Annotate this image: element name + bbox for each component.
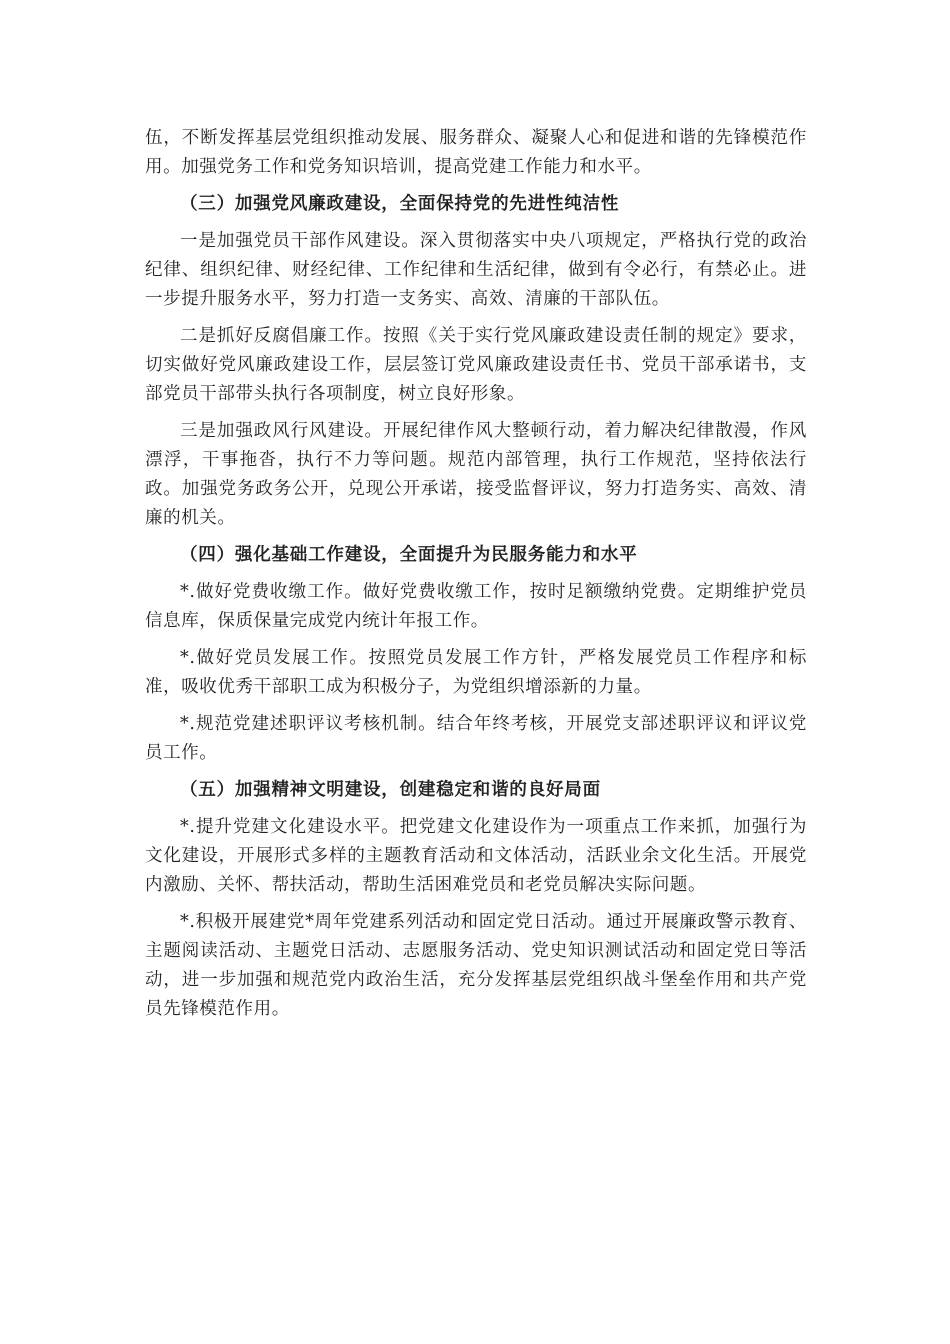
paragraph: *.积极开展建党*周年党建系列活动和固定党日活动。通过开展廉政警示教育、主题阅读活动、主题党日活动、志愿服务活动、党史知识测试活动和固定党日等活动，进一步加强和规范党内政治生活，充分发挥基层党组织战斗堡垒作用和共产党员先锋模范作用。 (145, 912, 807, 1019)
paragraph: *.做好党费收缴工作。做好党费收缴工作，按时足额缴纳党费。定期维护党员信息库，保质保量完成党内统计年报工作。 (145, 582, 807, 631)
paragraph-continued: 伍，不断发挥基层党组织推动发展、服务群众、凝聚人心和促进和谐的先锋模范作用。加强党务工作和党务知识培训，提高党建工作能力和水平。 (145, 128, 807, 177)
section-heading-4: （四）强化基础工作建设，全面提升为民服务能力和水平 (180, 545, 638, 565)
paragraph: *.规范党建述职评议考核机制。结合年终考核，开展党支部述职评议和评议党员工作。 (145, 714, 807, 763)
paragraph: 一是加强党员干部作风建设。深入贯彻落实中央八项规定，严格执行党的政治纪律、组织纪律、财经纪律、工作纪律和生活纪律，做到有令必行，有禁必止。进一步提升服务水平，努力打造一支务实、高效、清廉的干部队伍。 (145, 231, 807, 309)
section-heading-3: （三）加强党风廉政建设，全面保持党的先进性纯洁性 (180, 194, 620, 214)
section-heading-5: （五）加强精神文明建设，创建稳定和谐的良好局面 (180, 780, 601, 800)
document-page (145, 124, 807, 1032)
paragraph: 二是抓好反腐倡廉工作。按照《关于实行党风廉政建设责任制的规定》要求，切实做好党风廉政建设工作，层层签订党风廉政建设责任书、党员干部承诺书，支部党员干部带头执行各项制度，树立良好形象。 (145, 326, 807, 404)
paragraph: *.做好党员发展工作。按照党员发展工作方针，严格发展党员工作程序和标准，吸收优秀干部职工成为积极分子，为党组织增添新的力量。 (145, 648, 807, 697)
paragraph: 三是加强政风行风建设。开展纪律作风大整顿行动，着力解决纪律散漫，作风漂浮，干事拖沓，执行不力等问题。规范内部管理，执行工作规范，坚持依法行政。加强党务政务公开，兑现公开承诺，接受监督评议，努力打造务实、高效、清廉的机关。 (145, 421, 807, 528)
paragraph: *.提升党建文化建设水平。把党建文化建设作为一项重点工作来抓，加强行为文化建设，开展形式多样的主题教育活动和文体活动，活跃业余文化生活。开展党内激励、关怀、帮扶活动，帮助生活困难党员和老党员解决实际问题。 (145, 817, 807, 895)
